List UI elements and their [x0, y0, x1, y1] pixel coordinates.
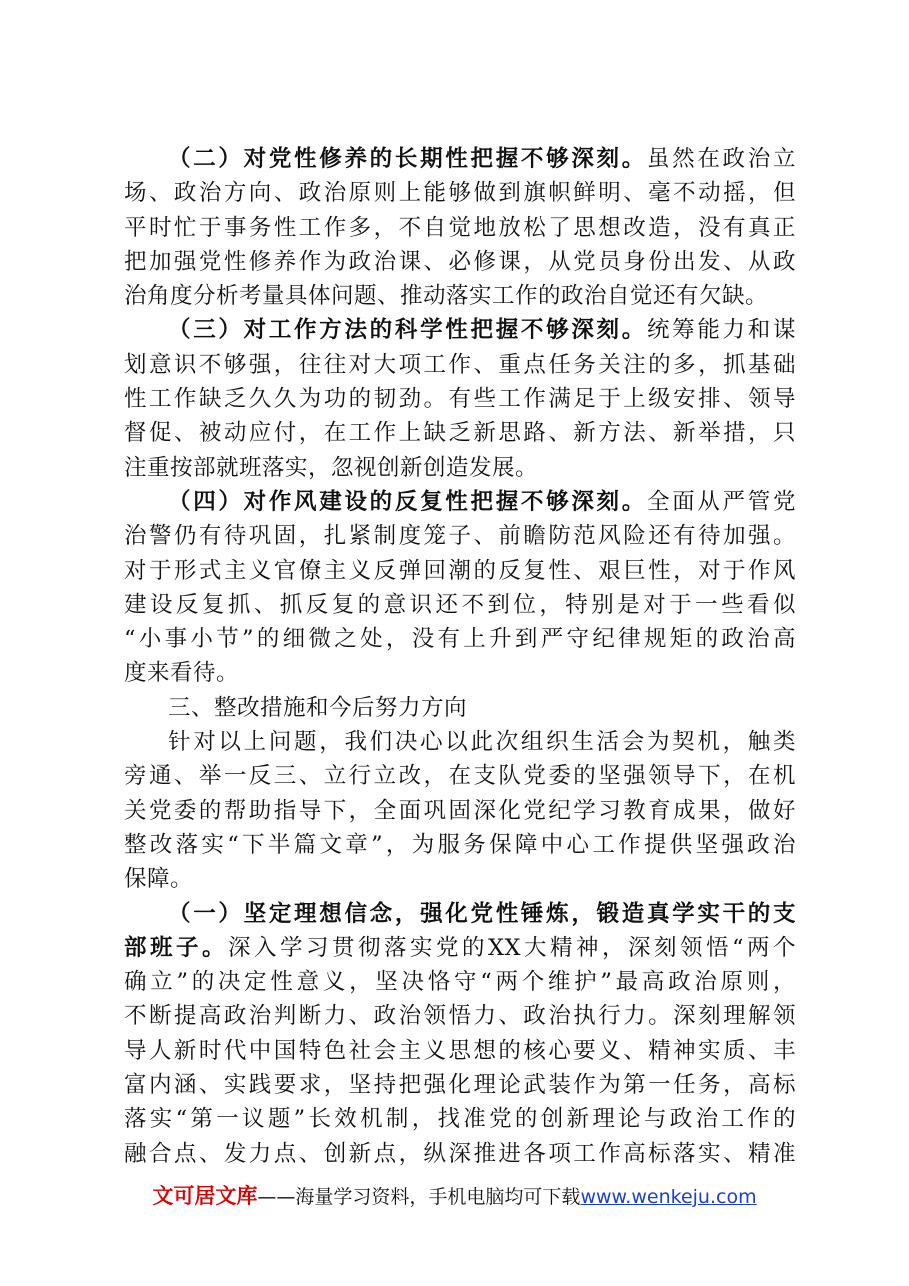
text-line: 确立”的决定性意义，坚决恪守“两个维护”最高政治原则，	[124, 969, 796, 996]
text-line: 场、政治方向、政治原则上能够做到旗帜鲜明、毫不动摇，但	[124, 180, 796, 207]
text-line: 督促、被动应付，在工作上缺乏新思路、新方法、新举措，只	[124, 420, 796, 447]
document-body	[124, 142, 796, 1171]
intro-paragraph	[124, 725, 796, 896]
text-line: 对于形式主义官僚主义反弹回潮的反复性、艰巨性，对于作风	[124, 557, 796, 584]
text-run: 深入学习贯彻落实党的XX大精神，深刻领悟“两个	[228, 934, 796, 961]
text-line: 整改落实“下半篇文章”，为服务保障中心工作提供坚强政治	[124, 831, 796, 858]
text-line	[124, 142, 796, 176]
footer-slogan: ——海量学习资料，手机电脑均可下载	[257, 1186, 581, 1208]
text-line: 关党委的帮助指导下，全面巩固深化党纪学习教育成果，做好	[124, 797, 796, 824]
paragraph-lead: （三）对工作方法的科学性把握不够深刻。	[168, 317, 647, 344]
text-line: 落实“第一议题”长效机制，找准党的创新理论与政治工作的	[124, 1106, 796, 1133]
text-line: 治警仍有待巩固，扎紧制度笼子、前瞻防范风险还有待加强。	[124, 523, 796, 550]
text-line: 不断提高政治判断力、政治领悟力、政治执行力。深刻理解领	[124, 1003, 796, 1030]
paragraph-lead: （四）对作风建设的反复性把握不够深刻。	[168, 488, 647, 515]
text-run: 全面从严管党	[646, 488, 796, 515]
text-line: 平时忙于事务性工作多，不自觉地放松了思想改造，没有真正	[124, 214, 796, 241]
text-line: 融合点、发力点、创新点，纵深推进各项工作高标落实、精准	[124, 1140, 796, 1167]
text-line	[124, 931, 796, 965]
paragraph-4	[124, 485, 796, 691]
section-heading: 三、整改措施和今后努力方向	[168, 694, 468, 721]
text-line: 针对以上问题，我们决心以此次组织生活会为契机，触类	[168, 729, 796, 756]
text-line: 性工作缺乏久久为功的韧劲。有些工作满足于上级安排、领导	[124, 386, 796, 413]
text-line: 导人新时代中国特色社会主义思想的核心要义、精神实质、丰	[124, 1037, 796, 1064]
text-line: 富内涵、实践要求，坚持把强化理论武装作为第一任务，高标	[124, 1072, 796, 1099]
text-line: “小事小节”的细微之处，没有上升到严守纪律规矩的政治高	[124, 626, 796, 653]
text-line: 划意识不够强，往往对大项工作、重点任务关注的多，抓基础	[124, 351, 796, 378]
brand-name: 文可居文库	[152, 1184, 258, 1208]
text-line: 注重按部就班落实，忽视创新创造发展。	[124, 454, 539, 481]
paragraph-2	[124, 142, 796, 313]
text-line: 旁通、举一反三、立行立改，在支队党委的坚强领导下，在机	[124, 763, 796, 790]
paragraph-lead: （二）对党性修养的长期性把握不够深刻。	[168, 146, 647, 172]
text-run: 虽然在政治立	[646, 146, 796, 172]
text-run: 统筹能力和谋	[646, 317, 796, 344]
text-line: 治角度分析考量具体问题、推动落实工作的政治自觉还有欠缺。	[124, 283, 769, 310]
text-line	[124, 485, 796, 519]
text-line: 建设反复抓、抓反复的意识还不到位，特别是对于一些看似	[124, 591, 796, 618]
text-line: 度来看待。	[124, 660, 240, 687]
website-link[interactable]: www.wenkeju.com	[580, 1186, 757, 1208]
text-line	[124, 313, 796, 347]
text-line: 把加强党性修养作为政治课、必修课，从党员身份出发、从政	[124, 248, 796, 275]
footer-banner	[0, 1180, 909, 1210]
paragraph-3	[124, 313, 796, 484]
text-line: 保障。	[124, 866, 194, 893]
measure-lead: （一）坚定理想信念，强化党性锤炼，锻造真学实干的支	[168, 900, 796, 927]
measure-1	[124, 897, 796, 1171]
measure-lead-end: 部班子。	[124, 934, 228, 961]
